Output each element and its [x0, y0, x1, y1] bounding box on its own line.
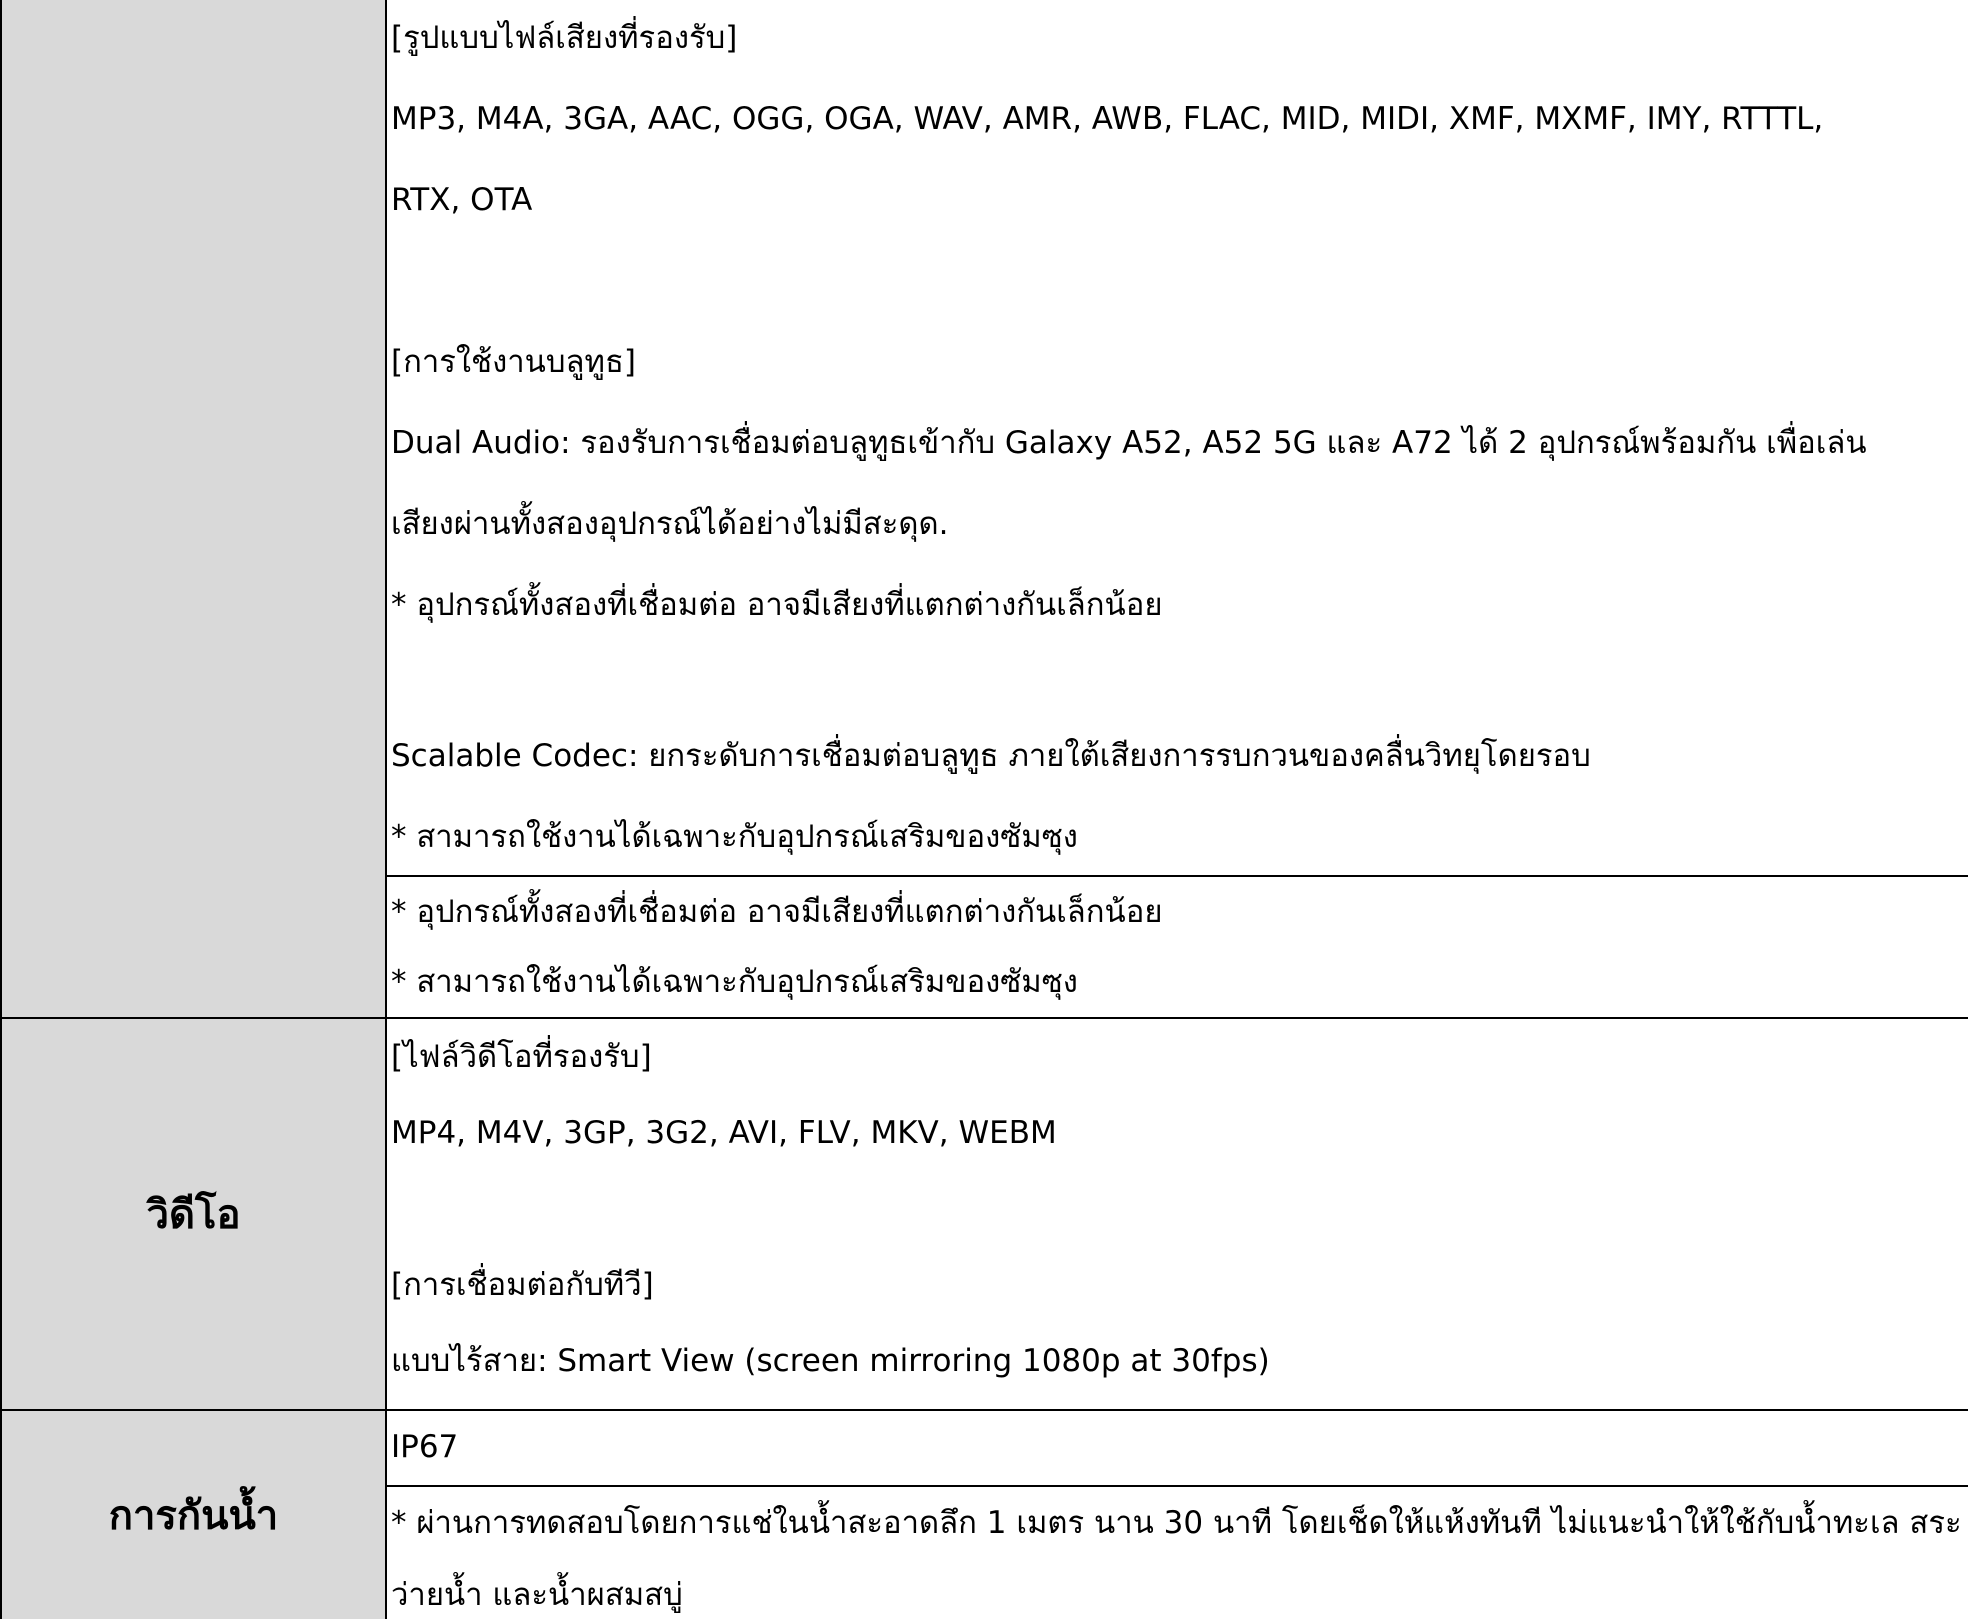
video-row — [1, 1018, 1968, 1410]
audio-content-cell — [386, 0, 1968, 876]
waterproof-label-cell — [1, 1410, 386, 1619]
waterproof-rating-row — [1, 1410, 1968, 1486]
dual-audio-line1: Dual Audio: รองรับการเชื่อมต่อบลูทูธเข้ากับ Galaxy A52, A52 5G และ A72 ได้ 2 อุปกรณ์พร้อมกัน เพื่อเล่น — [391, 425, 1867, 461]
waterproof-rating-cell — [386, 1410, 1968, 1486]
audio-formats-line1: MP3, M4A, 3GA, AAC, OGG, OGA, WAV, AMR, AWB, FLAC, MID, MIDI, XMF, MXMF, IMY, RTTTL, — [391, 101, 1824, 137]
video-formats-line: MP4, M4V, 3GP, 3G2, AVI, FLV, MKV, WEBM — [391, 1115, 1057, 1151]
tv-connection-line: แบบไร้สาย: Smart View (screen mirroring 1080p at 30fps) — [391, 1343, 1270, 1379]
video-formats-title: [ไฟล์วิดีโอที่รองรับ] — [391, 1039, 652, 1075]
scalable-codec-note: * สามารถใช้งานได้เฉพาะกับอุปกรณ์เสริมของซัมซุง — [391, 819, 1078, 855]
scalable-codec-line: Scalable Codec: ยกระดับการเชื่อมต่อบลูทูธ ภายใต้เสียงการรบกวนของคลื่นวิทยุโดยรอบ — [391, 738, 1591, 774]
audio-footnote2: * สามารถใช้งานได้เฉพาะกับอุปกรณ์เสริมของซัมซุง — [391, 964, 1078, 1000]
spacer — [391, 1171, 1968, 1247]
video-label-cell — [1, 1018, 386, 1410]
spacer — [391, 241, 1968, 322]
audio-formats-title: [รูปแบบไฟล์เสียงที่รองรับ] — [391, 20, 738, 56]
audio-footnote-cell — [386, 876, 1968, 1018]
video-content-cell — [386, 1018, 1968, 1410]
audio-formats-line2: RTX, OTA — [391, 182, 533, 218]
waterproof-note-line1: * ผ่านการทดสอบโดยการแช่ในน้ำสะอาดลึก 1 เมตร นาน 30 นาที โดยเช็ดให้แห้งทันที ไม่แนะนำให้ใช้กับน้ำทะเล สระ — [391, 1505, 1962, 1541]
waterproof-note-line2: ว่ายน้ำ และน้ำผสมสบู่ — [391, 1577, 683, 1613]
audio-label-cell — [1, 0, 386, 1018]
spacer — [391, 646, 1968, 716]
audio-footnote1: * อุปกรณ์ทั้งสองที่เชื่อมต่อ อาจมีเสียงที่แตกต่างกันเล็กน้อย — [391, 894, 1163, 930]
waterproof-rating: IP67 — [391, 1429, 459, 1465]
bluetooth-title: [การใช้งานบลูทูธ] — [391, 344, 636, 380]
dual-audio-note: * อุปกรณ์ทั้งสองที่เชื่อมต่อ อาจมีเสียงที่แตกต่างกันเล็กน้อย — [391, 587, 1163, 623]
video-label: วิดีโอ — [146, 1192, 241, 1238]
waterproof-label: การกันน้ำ — [108, 1493, 279, 1539]
waterproof-note-cell — [386, 1486, 1968, 1619]
tv-connection-title: [การเชื่อมต่อกับทีวี] — [391, 1267, 654, 1303]
dual-audio-line2: เสียงผ่านทั้งสองอุปกรณ์ได้อย่างไม่มีสะดุด. — [391, 506, 949, 542]
audio-row — [1, 0, 1968, 876]
